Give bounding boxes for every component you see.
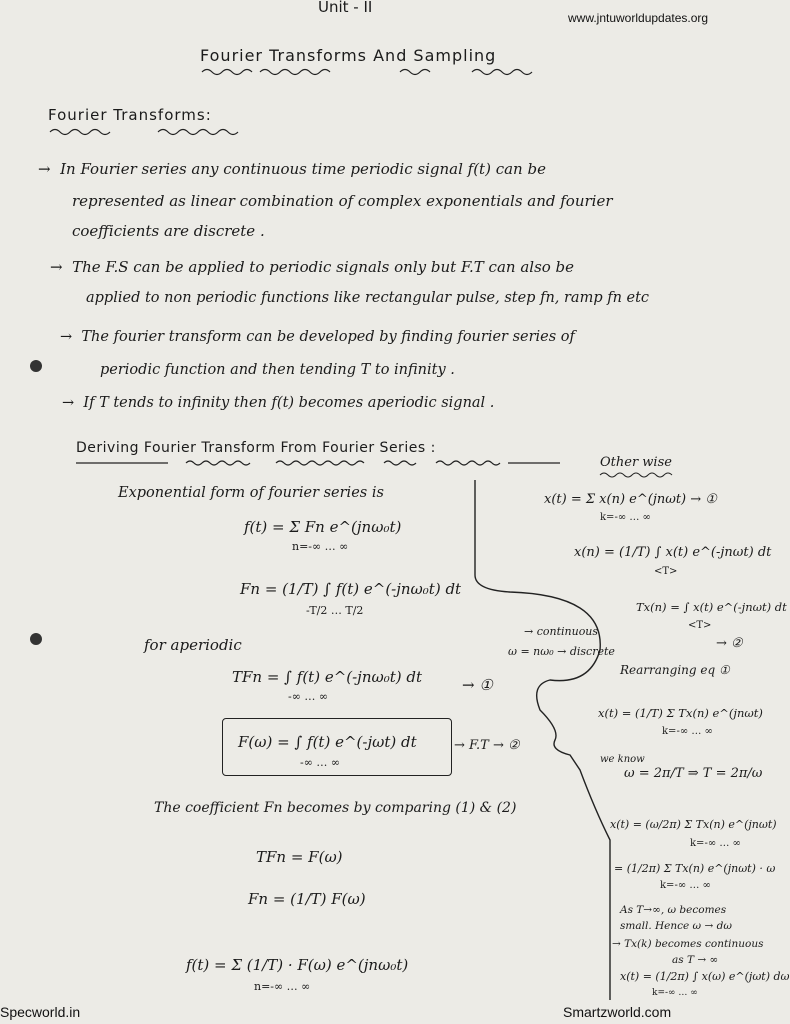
right-eq-5: ω = 2π/T ⇒ T = 2π/ω [624, 766, 763, 781]
eq4: TFn = F(ω) [256, 848, 343, 866]
continuous-label: → continuous [524, 625, 599, 638]
note-3: → Tx(k) becomes continuous [612, 938, 764, 950]
eq6-limits: n=-∞ … ∞ [254, 980, 311, 993]
watermark-bottom-left: Specworld.in [0, 1004, 81, 1020]
eq-fourier-transform: F(ω) = ∫ f(t) e^(-jωt) dt [238, 733, 417, 751]
bullet-3-line-1: → The fourier transform can be developed by finding fourier series of [60, 329, 575, 345]
boxed-limits: -∞ … ∞ [300, 756, 341, 769]
note-4: as T → ∞ [672, 954, 719, 966]
page-title: Fourier Transforms And Sampling [200, 46, 497, 65]
bullet-1-line-3: coefficients are discrete . [72, 222, 265, 240]
section-heading-fourier-transforms: Fourier Transforms: [48, 106, 212, 124]
intro-exponential: Exponential form of fourier series is [118, 485, 384, 501]
other-wise-label: Other wise [600, 455, 672, 470]
bullet-4-line-1: → If T tends to infinity then f(t) becomes aperiodic signal . [62, 395, 495, 411]
right-eq-3-limits: <T> [688, 620, 712, 631]
eq1-limits: n=-∞ … ∞ [292, 540, 349, 553]
rearranging-label: Rearranging eq ① [620, 663, 730, 677]
right-eq-1: x(t) = Σ x(n) e^(jnωt) → ① [544, 492, 717, 507]
eq3-limits: -∞ … ∞ [288, 690, 329, 703]
section2-underline [76, 458, 576, 468]
watermark-bottom-right: Smartzworld.com [563, 1004, 672, 1020]
right-eq-4-limits: k=-∞ … ∞ [662, 726, 713, 737]
watermark-top[interactable]: www.jntuworldupdates.org [568, 11, 709, 25]
eq3-tag: → ① [462, 676, 493, 694]
right-eq-7-limits: k=-∞ … ∞ [660, 880, 711, 891]
right-eq-2: x(n) = (1/T) ∫ x(t) e^(-jnωt) dt [574, 545, 772, 560]
eq3-tfn: TFn = ∫ f(t) e^(-jnω₀t) dt [232, 668, 423, 686]
boxed-tag: → F.T → ② [454, 738, 520, 753]
right-eq-7: = (1/2π) Σ Tx(n) e^(jnωt) · ω [614, 862, 776, 875]
binder-hole-top [30, 360, 42, 372]
section-heading-deriving: Deriving Fourier Transform From Fourier Series : [76, 440, 436, 456]
eq2-coefficient: Fn = (1/T) ∫ f(t) e^(-jnω₀t) dt [240, 580, 462, 598]
bullet-1-line-2: represented as linear combination of complex exponentials and fourier [72, 192, 613, 210]
title-underline [200, 66, 580, 78]
unit-label: Unit - II [318, 0, 373, 16]
eq2-limits: -T/2 … T/2 [306, 604, 364, 617]
right-eq-2-limits: <T> [654, 566, 678, 577]
bullet-2-line-1: → The F.S can be applied to periodic signals only but F.T can also be [50, 258, 575, 276]
note-1: As T→∞, ω becomes [620, 904, 727, 916]
bullet-2-line-2: applied to non periodic functions like rectangular pulse, step fn, ramp fn etc [86, 290, 650, 306]
coefficient-comparison-text: The coefficient Fn becomes by comparing (1) & (2) [154, 800, 517, 816]
right-eq-3-tag: → ② [716, 636, 743, 651]
right-eq-1-limits: k=-∞ … ∞ [600, 512, 651, 523]
right-eq-6: x(t) = (ω/2π) Σ Tx(n) e^(jnωt) [610, 818, 777, 831]
right-eq-4: x(t) = (1/T) Σ Tx(n) e^(jnωt) [598, 706, 763, 720]
section-heading-underline [48, 126, 288, 138]
for-aperiodic: for aperiodic [144, 636, 242, 654]
we-know-label: we know [600, 754, 645, 765]
eq5: Fn = (1/T) F(ω) [248, 890, 366, 908]
binder-hole-bottom [30, 633, 42, 645]
note-2: small. Hence ω → dω [620, 920, 732, 932]
right-eq-8-limits: k=-∞ … ∞ [652, 988, 698, 998]
eq6: f(t) = Σ (1/T) · F(ω) e^(jnω₀t) [186, 956, 409, 974]
other-wise-underline [600, 471, 680, 479]
discrete-label: ω = nω₀ → discrete [508, 645, 615, 658]
right-eq-8: x(t) = (1/2π) ∫ x(ω) e^(jωt) dω [620, 970, 790, 983]
right-eq-3: Tx(n) = ∫ x(t) e^(-jnωt) dt [636, 600, 787, 614]
bullet-3-line-2: periodic function and then tending T to infinity . [100, 362, 455, 378]
eq1-fourier-series: f(t) = Σ Fn e^(jnω₀t) [244, 518, 402, 536]
bullet-1-line-1: → In Fourier series any continuous time periodic signal f(t) can be [38, 160, 546, 178]
right-eq-6-limits: k=-∞ … ∞ [690, 838, 741, 849]
